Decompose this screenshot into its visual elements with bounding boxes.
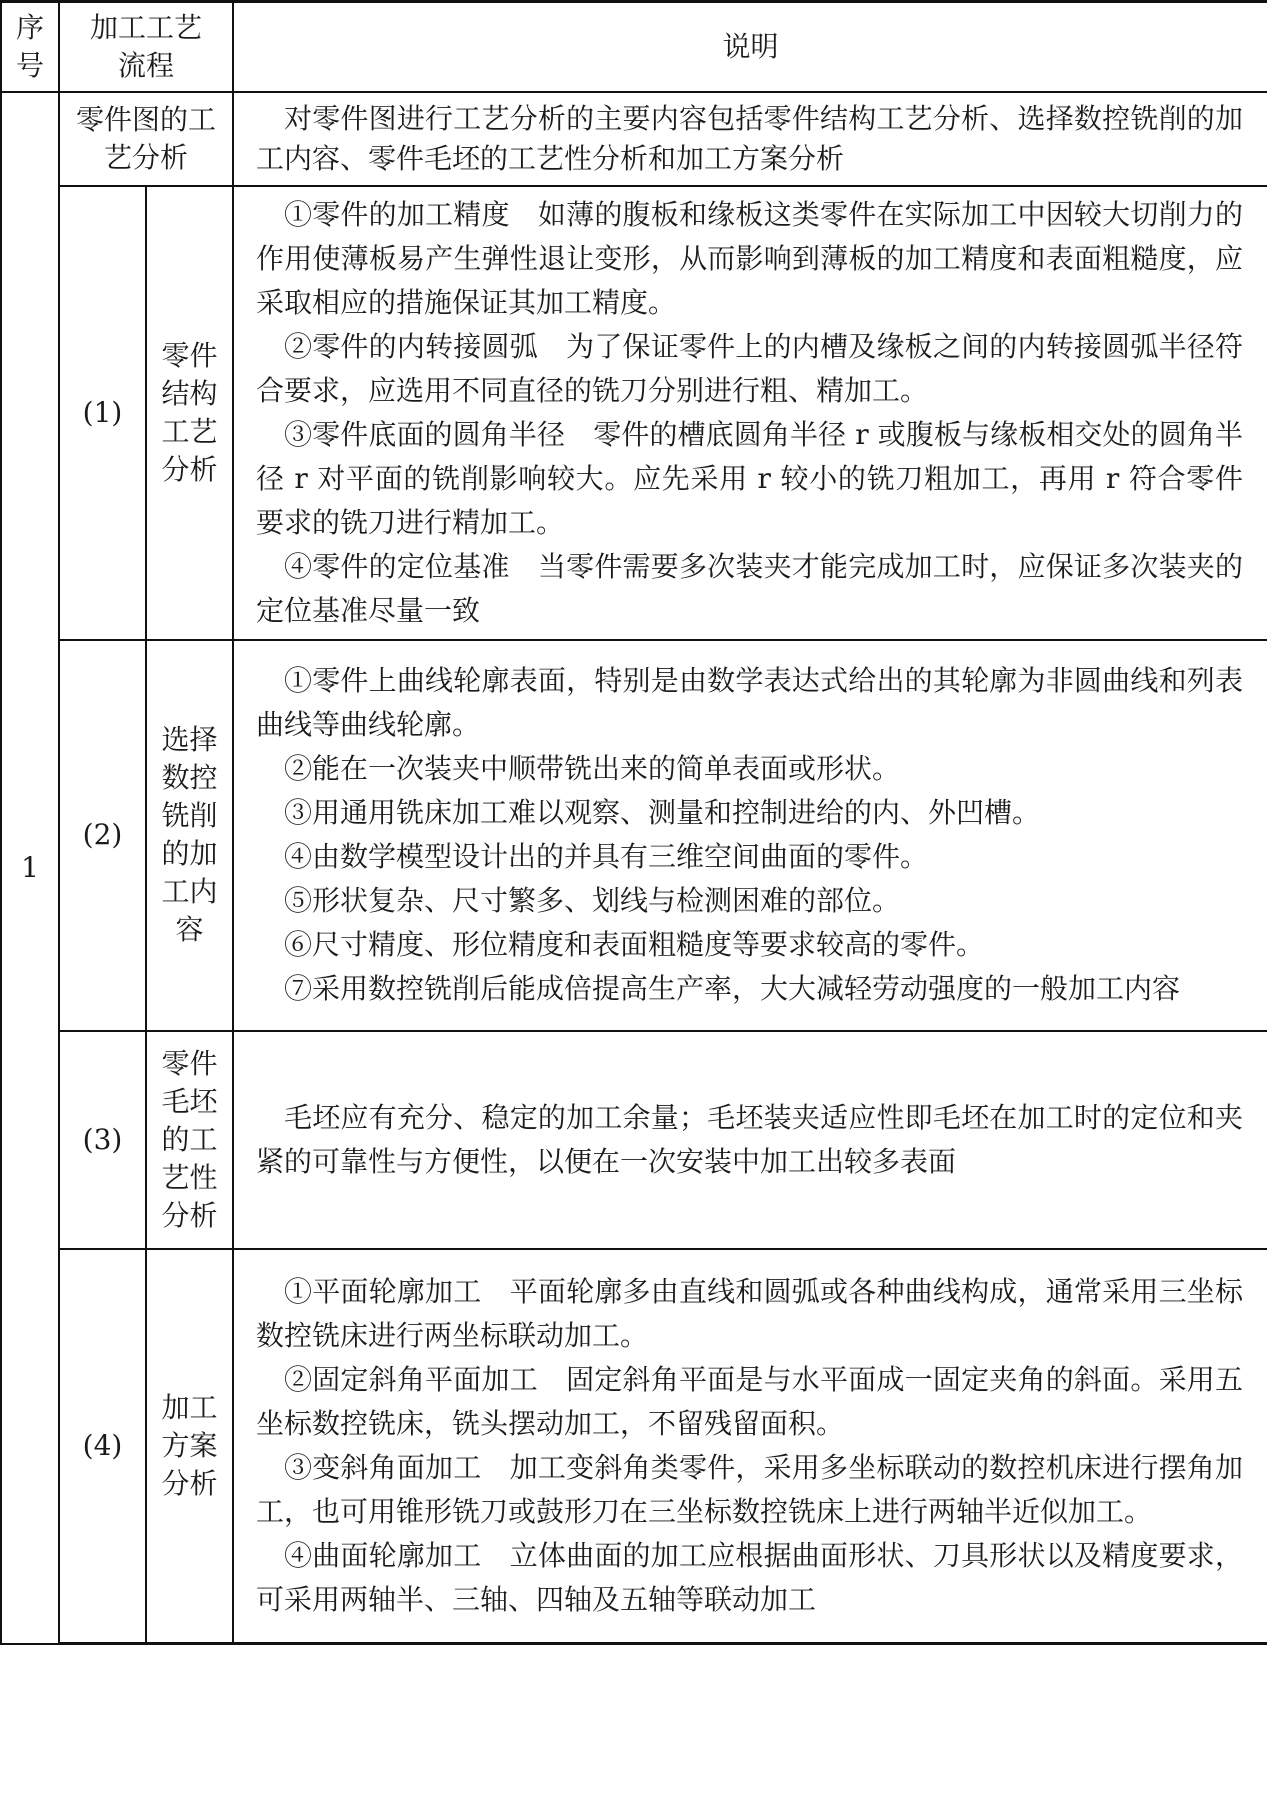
sub-name: 零件结构工艺分析 [161,338,218,486]
table-row [1,640,1267,1031]
header-desc [233,2,1267,92]
desc-paragraph: ②零件的内转接圆弧 为了保证零件上的内槽及缘板之间的内转接圆弧半径符合要求，应选用不同直径的铣刀分别进行粗、精加工。 [256,329,1243,407]
header-row [1,2,1267,92]
sub-name: 加工方案分析 [161,1390,218,1500]
sub-name-cell [146,1031,233,1249]
desc-paragraph: ⑤形状复杂、尺寸繁多、划线与检测困难的部位。 [284,884,901,917]
stage-desc: 对零件图进行工艺分析的主要内容包括零件结构工艺分析、选择数控铣削的加工内容、零件毛坯的工艺性分析和加工方案分析 [256,101,1243,175]
table-row [1,1249,1267,1644]
desc-paragraph: ④零件的定位基准 当零件需要多次装夹才能完成加工时，应保证多次装夹的定位基准尽量一致 [256,549,1243,627]
header-desc-label: 说明 [722,29,779,63]
sub-desc-cell [233,1031,1267,1249]
sub-index: (1) [82,395,123,429]
sub-name-cell [146,640,233,1031]
desc-paragraph: ⑦采用数控铣削后能成倍提高生产率，大大减轻劳动强度的一般加工内容 [284,972,1181,1005]
stage-name: 零件图的工艺分析 [75,102,216,174]
desc-paragraph: ⑥尺寸精度、形位精度和表面粗糙度等要求较高的零件。 [284,928,985,961]
sub-index-cell [59,1031,146,1249]
sub-index-cell [59,186,146,640]
sub-name-cell [146,1249,233,1644]
sub-name: 选择数控铣削的加工内容 [161,723,218,946]
desc-paragraph: 毛坯应有充分、稳定的加工余量；毛坯装夹适应性即毛坯在加工时的定位和夹紧的可靠性与方便性，以便在一次安装中加工出较多表面 [256,1100,1243,1178]
seq-number: 1 [21,850,39,884]
sub-name-cell [146,186,233,640]
desc-paragraph: ④曲面轮廓加工 立体曲面的加工应根据曲面形状、刀具形状以及精度要求，可采用两轴半、三轴、四轴及五轴等联动加工 [256,1538,1243,1616]
sub-index-cell [59,640,146,1031]
sub-desc-cell [233,1249,1267,1644]
header-seq [1,2,59,92]
table-row [1,186,1267,640]
sub-desc-cell [233,186,1267,640]
stage-cell [59,92,233,186]
table-row [1,1031,1267,1249]
desc-paragraph: ③变斜角面加工 加工变斜角类零件，采用多坐标联动的数控机床进行摆角加工，也可用锥形铣刀或鼓形刀在三坐标数控铣床上进行两轴半近似加工。 [256,1450,1243,1528]
sub-index-cell [59,1249,146,1644]
table-row [1,92,1267,186]
desc-paragraph: ④由数学模型设计出的并具有三维空间曲面的零件。 [284,840,929,873]
sub-index: (4) [82,1428,123,1462]
stage-desc-cell [233,92,1267,186]
desc-paragraph: ①零件的加工精度 如薄的腹板和缘板这类零件在实际加工中因较大切削力的作用使薄板易产生弹性退让变形，从而影响到薄板的加工精度和表面粗糙度，应采取相应的措施保证其加工精度。 [256,197,1243,319]
desc-paragraph: ③用通用铣床加工难以观察、测量和控制进给的内、外凹槽。 [284,796,1041,829]
desc-paragraph: ①平面轮廓加工 平面轮廓多由直线和圆弧或各种曲线构成，通常采用三坐标数控铣床进行两坐标联动加工。 [256,1274,1243,1352]
desc-paragraph: ②固定斜角平面加工 固定斜角平面是与水平面成一固定夹角的斜面。采用五坐标数控铣床，铣头摆动加工，不留残留面积。 [256,1362,1243,1440]
sub-index: (2) [82,818,123,851]
sub-desc-cell [233,640,1267,1031]
sub-name: 零件毛坯的工艺性分析 [161,1046,218,1232]
header-seq-label: 序号 [15,10,44,82]
sub-index: (3) [82,1122,123,1156]
desc-paragraph: ②能在一次装夹中顺带铣出来的简单表面或形状。 [284,752,901,785]
header-flow [59,2,233,92]
seq-cell [1,92,59,1644]
desc-paragraph: ③零件底面的圆角半径 零件的槽底圆角半径 r 或腹板与缘板相交处的圆角半径 r 对平面的铣削影响较大。应先采用 r 较小的铣刀粗加工，再用 r 符合零件要求的铣刀进行精加工。 [256,417,1243,539]
header-flow-label: 加工工艺流程 [89,10,202,82]
desc-paragraph: ①零件上曲线轮廓表面，特别是由数学表达式给出的其轮廓为非圆曲线和列表曲线等曲线轮廓。 [256,664,1243,741]
